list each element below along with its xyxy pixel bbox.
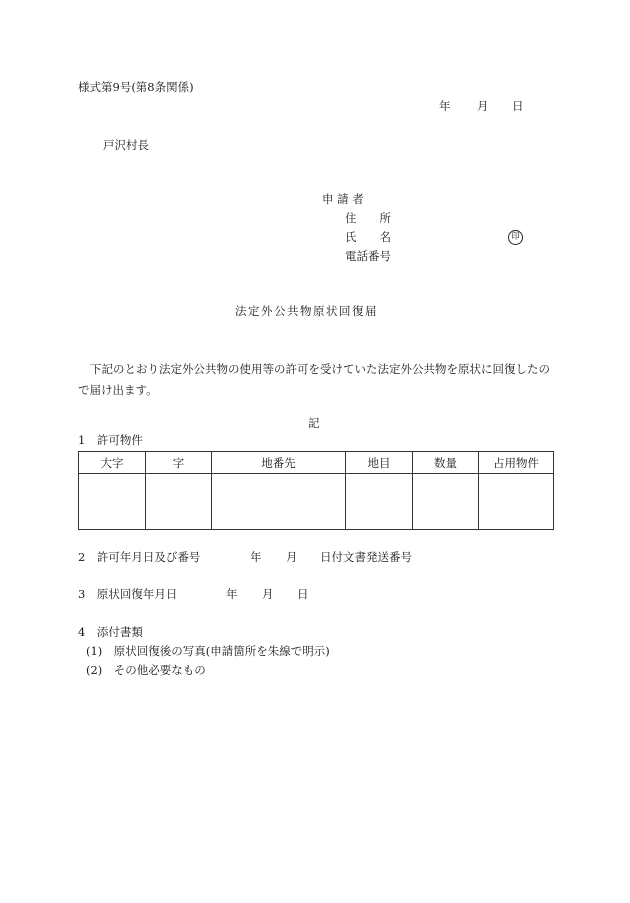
section-1-heading: 1 許可物件 [78, 433, 143, 447]
attachment-item-2: (2) その他必要なもの [86, 663, 206, 677]
section-3-label: 3 原状回復年月日 [78, 587, 178, 601]
table-header-row [79, 452, 554, 474]
date-day-label: 日 [512, 99, 524, 113]
column-header-oaza: 大字 [79, 452, 146, 474]
column-header-chimoku: 地目 [346, 452, 413, 474]
form-number: 様式第9号(第8条関係) [78, 80, 194, 94]
seal-mark [508, 230, 523, 245]
document-title: 法定外公共物原状回復届 [235, 304, 378, 318]
column-header-chibansaki: 地番先 [212, 452, 346, 474]
permit-items-table [78, 451, 554, 530]
section-2-label: 2 許可年月日及び番号 [78, 550, 201, 564]
table-cell [479, 474, 554, 530]
attachment-item-1: (1) 原状回復後の写真(申請箇所を朱線で明示) [86, 644, 330, 658]
section-3-year: 年 [226, 587, 238, 601]
section-3-day: 日 [297, 587, 309, 601]
body-text: 下記のとおり法定外公共物の使用等の許可を受けていた法定外公共物を原状に回復したので届け出ます。 [78, 362, 550, 397]
applicant-label: 申 請 者 [322, 192, 364, 206]
section-2-year: 年 [250, 550, 262, 564]
column-header-aza: 字 [146, 452, 212, 474]
table-row [79, 474, 554, 530]
seal-text: 印 [508, 230, 523, 245]
applicant-name-label: 氏 名 [345, 230, 391, 244]
applicant-address-label: 住 所 [345, 211, 391, 225]
section-2-tail: 日付文書発送番号 [320, 550, 412, 564]
ki-heading: 記 [308, 416, 320, 430]
addressee: 戸沢村長 [103, 138, 149, 152]
table-cell [413, 474, 479, 530]
section-2-month: 月 [286, 550, 298, 564]
date-month-label: 月 [477, 99, 489, 113]
column-header-quantity: 数量 [413, 452, 479, 474]
column-header-occupancy-item: 占用物件 [479, 452, 554, 474]
table-cell [212, 474, 346, 530]
section-3-month: 月 [262, 587, 274, 601]
table-cell [79, 474, 146, 530]
section-4-heading: 4 添付書類 [78, 625, 143, 639]
table-cell [146, 474, 212, 530]
applicant-phone-label: 電話番号 [345, 249, 391, 263]
date-year-label: 年 [439, 99, 451, 113]
table-cell [346, 474, 413, 530]
